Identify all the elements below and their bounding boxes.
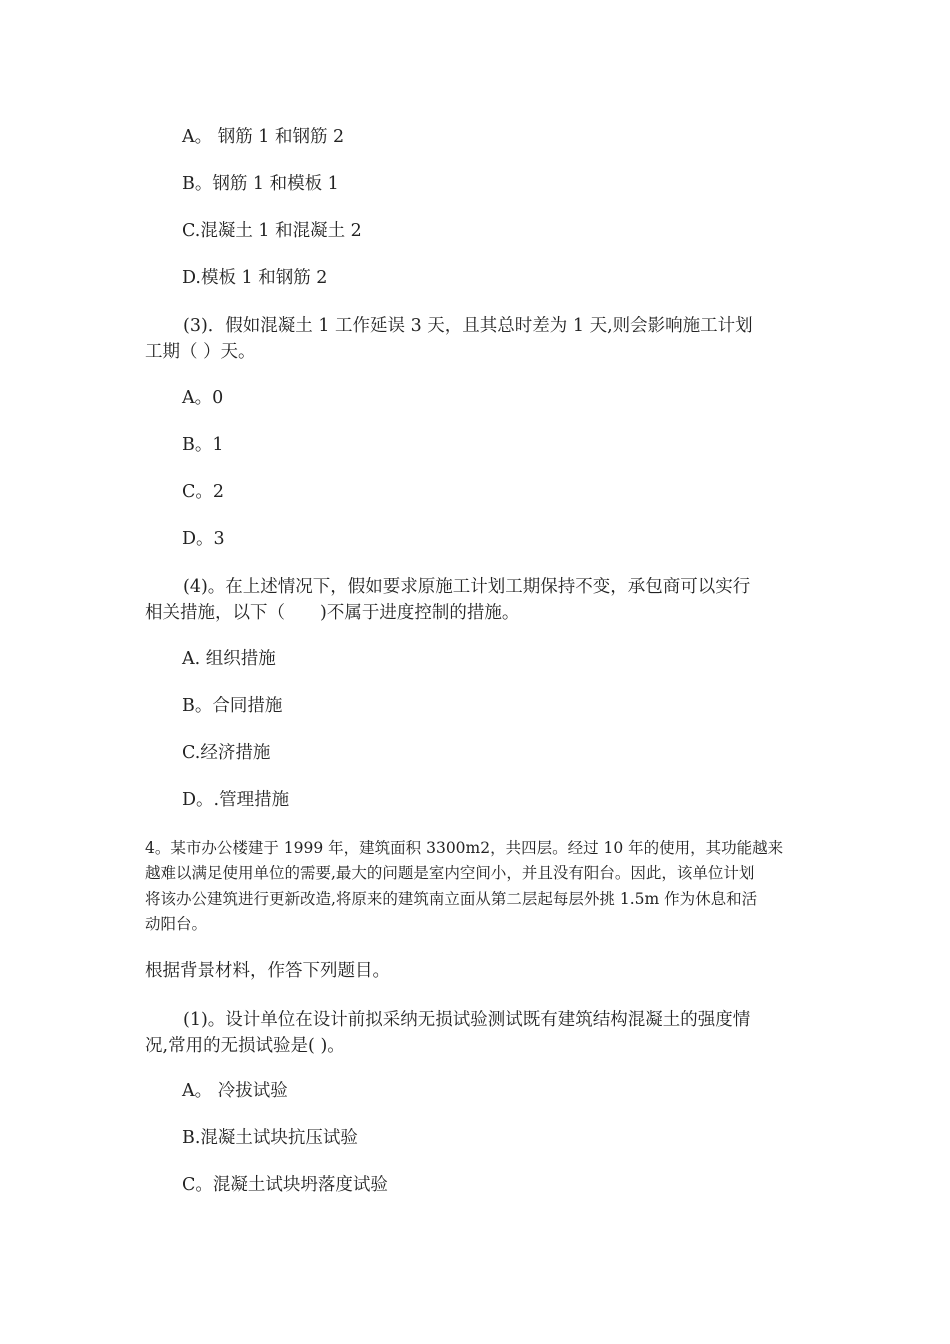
q3-option-a: A。0 bbox=[182, 388, 224, 408]
q4-option-a: A. 组织措施 bbox=[182, 649, 276, 669]
q4-question-line1: (4)。在上述情况下，假如要求原施工计划工期保持不变，承包商可以实行 bbox=[183, 577, 751, 597]
case4-instruction: 根据背景材料，作答下列题目。 bbox=[145, 961, 390, 981]
q1-option-a: A。 冷拔试验 bbox=[182, 1081, 288, 1101]
q1-question-line1: (1)。设计单位在设计前拟采纳无损试验测试既有建筑结构混凝土的强度情 bbox=[183, 1010, 751, 1030]
q2-option-b: B。钢筋 1 和模板 1 bbox=[182, 174, 339, 194]
case4-paragraph-line2: 越难以满足使用单位的需要,最大的问题是室内空间小，并且没有阳台。因此，该单位计划 bbox=[145, 864, 755, 882]
q2-option-d: D.模板 1 和钢筋 2 bbox=[182, 268, 328, 288]
q4-option-c: C.经济措施 bbox=[182, 743, 271, 763]
q4-option-d: D。.管理措施 bbox=[182, 790, 290, 810]
q4-option-b: B。合同措施 bbox=[182, 696, 283, 716]
q1-option-b: B.混凝土试块抗压试验 bbox=[182, 1128, 358, 1148]
case4-paragraph-line1: 4。某市办公楼建于 1999 年，建筑面积 3300m2，共四层。经过 10 年的使用，其功能越来 bbox=[145, 839, 784, 857]
q2-option-a: A。 钢筋 1 和钢筋 2 bbox=[182, 127, 345, 147]
q2-option-c: C.混凝土 1 和混凝土 2 bbox=[182, 221, 362, 241]
q3-option-c: C。2 bbox=[182, 482, 225, 502]
case4-paragraph-line4: 动阳台。 bbox=[145, 915, 208, 933]
q3-question-line1: (3)．假如混凝土 1 工作延误 3 天，且其总时差为 1 天,则会影响施工计划 bbox=[183, 316, 753, 336]
q3-option-d: D。3 bbox=[182, 529, 225, 549]
q3-question-line2: 工期（ ）天。 bbox=[145, 342, 256, 362]
q3-option-b: B。1 bbox=[182, 435, 224, 455]
q4-question-line2: 相关措施，以下（ )不属于进度控制的措施。 bbox=[145, 603, 520, 623]
case4-paragraph-line3: 将该办公建筑进行更新改造,将原来的建筑南立面从第二层起每层外挑 1.5m 作为休息和活 bbox=[145, 890, 758, 908]
q1-question-line2: 况,常用的无损试验是( )。 bbox=[145, 1036, 345, 1056]
q1-option-c: C。混凝土试块坍落度试验 bbox=[182, 1175, 388, 1195]
